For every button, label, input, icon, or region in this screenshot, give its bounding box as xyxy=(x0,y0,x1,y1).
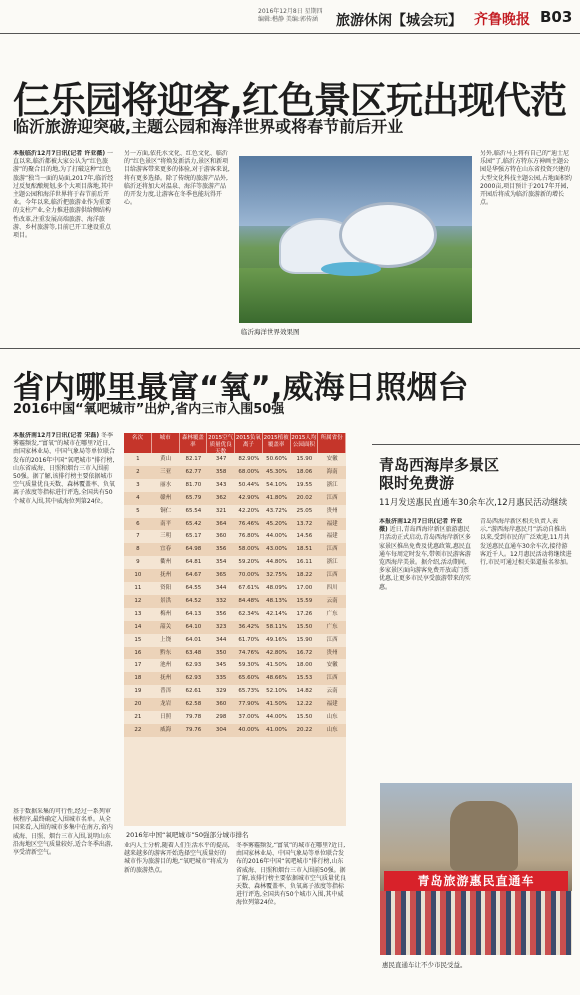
table-cell: 36.42% xyxy=(238,623,260,630)
table-cell: 43.00% xyxy=(266,546,288,553)
table-cell: 76.80% xyxy=(238,533,260,540)
section-name: 旅游休闲【城会玩】 xyxy=(336,13,462,29)
story3-caption: 惠民直通车让不少市民受益。 xyxy=(382,961,467,969)
table-cell: 52.10% xyxy=(266,688,288,695)
table-cell: 云南 xyxy=(326,597,338,604)
table-cell: 50.60% xyxy=(266,456,288,462)
story1-headline: 仨乐园将迎客,红色景区玩出现代范 xyxy=(13,79,567,122)
table-cell: 广东 xyxy=(326,610,338,617)
story3-col2: 青岛西海岸新区相关负责人表示,“游西海岸惠民月”活动自推出以来,受到市民的广泛欢迎,11月共发送惠民直通车30余车次,接待游客近千人。12月惠民活动将继续进行,市民可通过相关渠道报名参加。 xyxy=(480,518,572,567)
table-cell: 40.00% xyxy=(238,726,260,733)
story2-byline: 本报济南12月7日讯(记者 宋磊) xyxy=(13,432,100,439)
table-cell: 4 xyxy=(136,494,140,501)
table-cell: 65.79 xyxy=(185,494,202,501)
table-cell: 山东 xyxy=(326,726,338,733)
table-header-cell: 2015植被覆盖率 xyxy=(263,433,291,453)
table-cell: 43.72% xyxy=(266,507,288,514)
table-cell: 64.13 xyxy=(185,610,202,617)
table-cell: 抚州 xyxy=(160,675,172,682)
table-cell: 344 xyxy=(215,636,227,643)
story3-rule xyxy=(372,444,580,445)
table-header-cell: 森林覆盖率 xyxy=(180,433,208,453)
table-cell: 61.70% xyxy=(238,636,260,643)
table-cell: 41.80% xyxy=(266,494,288,501)
table-cell: 18.00 xyxy=(296,662,313,669)
photo-banner: 青岛旅游惠民直通车 xyxy=(384,871,568,891)
table-cell: 宜春 xyxy=(160,546,172,553)
table-cell: 42.80% xyxy=(266,649,288,656)
table-cell: 45.20% xyxy=(266,520,288,527)
table-cell: 16 xyxy=(134,649,142,656)
table-cell: 356 xyxy=(215,610,227,617)
table-cell: 浙江 xyxy=(326,559,338,566)
table-cell: 江西 xyxy=(326,675,338,682)
table-cell: 15.53 xyxy=(296,675,313,682)
table-cell: 64.01 xyxy=(185,636,202,643)
table-cell: 82.90% xyxy=(238,456,260,462)
table-cell: 356 xyxy=(215,546,227,553)
table-cell: 江西 xyxy=(326,546,338,553)
table-cell: 82.17 xyxy=(185,456,202,462)
table-cell: 福建 xyxy=(326,533,338,540)
table-cell: 山东 xyxy=(326,714,338,720)
table-cell: 20 xyxy=(134,701,142,708)
table-cell: 59.30% xyxy=(238,662,260,669)
table-cell: 丽水 xyxy=(160,481,172,488)
story3-col1-text: 近日,青岛西海岸新区旅游惠民月活动正式启动,青岛西海岸新区多家景区推出免费及优惠政策,惠民直通车每周定时发车,带领市民游客游览西海岸美景。据介绍,活动期间,多家景区面向游客免费开放或门票优惠,让更多市民享受旅游带来的实惠。 xyxy=(379,526,471,591)
table-cell: 15.90 xyxy=(296,636,313,643)
table-cell: 景洪 xyxy=(160,597,172,604)
table-cell: 362 xyxy=(215,494,227,501)
table-cell: 15.50 xyxy=(296,714,313,720)
table-row xyxy=(124,698,346,711)
table-header-cell: 所属省份 xyxy=(318,433,346,453)
table-cell: 17.00 xyxy=(296,585,313,591)
table-cell: 37.00% xyxy=(238,714,260,720)
table-row xyxy=(124,530,346,543)
table-cell: 2 xyxy=(136,468,140,475)
story3-byline: 本报济南12月7日讯(记者 许亚薇) xyxy=(379,518,463,534)
table-cell: 安徽 xyxy=(326,662,338,669)
story1-col3: 另外,临沂马上将有自己的“迪士尼乐园”了,临沂方特东方神画主题公园是华强方特在山东省投资兴建的大型文化科技主题公园,占地面积约2000亩,项目预计于2017年开园,开园后将成为临沂旅游新的增长点。 xyxy=(480,150,572,207)
table-cell: 62.34% xyxy=(238,610,260,617)
table-cell: 48.13% xyxy=(266,597,288,604)
table-cell: 79.78 xyxy=(185,714,202,720)
table-row xyxy=(124,724,346,737)
table-cell: 11 xyxy=(134,585,142,591)
table-cell: 龙岩 xyxy=(160,701,172,708)
table-cell: 赣州 xyxy=(160,494,172,501)
table-cell: 358 xyxy=(215,468,227,475)
table-row xyxy=(124,672,346,685)
table-cell: 黔东 xyxy=(160,649,172,656)
table-cell: 普洱 xyxy=(160,688,172,695)
page-number: B03 xyxy=(540,8,573,26)
table-cell: 15.59 xyxy=(296,597,313,604)
table-cell: 329 xyxy=(215,688,227,695)
table-cell: 三明 xyxy=(160,533,172,540)
table-cell: 池州 xyxy=(160,662,172,669)
table-cell: 18.22 xyxy=(296,572,313,579)
header-rule xyxy=(0,33,580,34)
table-cell: 41.00% xyxy=(266,726,288,733)
table-cell: 日照 xyxy=(160,714,172,720)
table-cell: 54.10% xyxy=(266,481,288,488)
table-cell: 65.54 xyxy=(185,507,202,514)
table-cell: 15 xyxy=(134,636,142,643)
table-cell: 344 xyxy=(215,585,227,591)
story2-col4: 冬季雾霾频发,“富氧”的城市在哪里?近日,由国家林业局、中国气象局等单位联合发布的2016年中国“氧吧城市”排行榜,山东省威海、日照和烟台三市入围前50强。据了解,该排行榜主要依据城市空气质量优良天数、森林覆盖率、负氧离子浓度等指标进行评选,全国共有50个城市入围,其中威海位列第24位。 xyxy=(236,842,346,907)
table-row xyxy=(124,543,346,556)
table-row xyxy=(124,518,346,531)
table-cell: 17 xyxy=(134,662,142,669)
table-cell: 48.09% xyxy=(266,585,288,591)
newspaper-logo: 齐鲁晚报 xyxy=(474,12,530,28)
table-cell: 323 xyxy=(215,623,227,630)
table-cell: 16.11 xyxy=(296,559,313,566)
table-cell: 364 xyxy=(215,520,227,527)
table-cell: 江西 xyxy=(326,636,338,643)
table-row xyxy=(124,595,346,608)
table-row xyxy=(124,659,346,672)
table-cell: 70.00% xyxy=(238,572,260,579)
table-cell: 45.30% xyxy=(266,468,288,475)
table-row xyxy=(124,453,346,466)
table-cell: 343 xyxy=(215,481,227,488)
story2-col1 xyxy=(13,432,116,802)
table-cell: 365 xyxy=(215,572,227,579)
table-cell: 345 xyxy=(215,662,227,669)
table-cell: 65.42 xyxy=(185,520,202,527)
table-row xyxy=(124,466,346,479)
table-row xyxy=(124,505,346,518)
table-cell: 62.58 xyxy=(185,701,202,708)
oxygen-city-table xyxy=(124,433,346,826)
table-cell: 41.50% xyxy=(266,701,288,708)
table-cell: 22 xyxy=(134,726,142,733)
table-cell: 上饶 xyxy=(160,636,172,643)
table-header-cell: 2015人均公园面积 xyxy=(291,433,319,453)
table-cell: 64.55 xyxy=(185,585,202,591)
table-cell: 20.22 xyxy=(296,726,313,733)
story1-subhead: 临沂旅游迎突破,主题公园和海洋世界或将春节前后开业 xyxy=(13,117,404,136)
table-cell: 41.50% xyxy=(266,662,288,669)
table-cell: 64.67 xyxy=(185,572,202,579)
table-cell: 44.80% xyxy=(266,559,288,566)
table-cell: 福建 xyxy=(326,520,338,527)
table-row xyxy=(124,608,346,621)
table-row xyxy=(124,647,346,660)
table-cell: 77.90% xyxy=(238,701,260,708)
table-cell: 347 xyxy=(215,456,227,462)
table-cell: 65.60% xyxy=(238,675,260,682)
table-cell: 64.81 xyxy=(185,559,202,566)
table-header xyxy=(124,433,346,453)
story2-subhead: 2016中国“氧吧城市”出炉,省内三市入围50强 xyxy=(13,402,285,417)
table-cell: 18.06 xyxy=(296,468,313,475)
table-cell: 84.48% xyxy=(238,597,260,604)
table-cell: 332 xyxy=(215,597,227,604)
table-cell: 44.00% xyxy=(266,714,288,720)
table-cell: 云南 xyxy=(326,688,338,695)
table-cell: 贵州 xyxy=(326,649,338,656)
story3-headline xyxy=(379,456,499,492)
table-cell: 62.77 xyxy=(185,468,202,475)
table-cell: 17.26 xyxy=(296,610,313,617)
table-cell: 15.90 xyxy=(296,456,313,462)
table-cell: 15.50 xyxy=(296,623,313,630)
table-cell: 321 xyxy=(215,507,227,514)
table-cell: 63.48 xyxy=(185,649,202,656)
table-cell: 25.05 xyxy=(296,507,313,514)
table-cell: 48.66% xyxy=(266,675,288,682)
table-cell: 68.00% xyxy=(238,468,260,475)
editor-line: 编辑:楷静 美编:郭传涵 xyxy=(258,16,318,23)
table-cell: 衢州 xyxy=(160,559,172,566)
table-cell: 67.61% xyxy=(238,585,260,591)
table-cell: 18 xyxy=(134,675,142,682)
table-cell: 1 xyxy=(136,456,140,462)
table-cell: 42.20% xyxy=(238,507,260,514)
date-line: 2016年12月8日 星期四 xyxy=(258,8,323,15)
table-cell: 四川 xyxy=(326,585,338,591)
table-header-cell: 名次 xyxy=(124,433,152,453)
table-cell: 6 xyxy=(136,520,140,527)
table-row xyxy=(124,621,346,634)
story1-caption: 临沂海洋世界效果图 xyxy=(241,328,300,336)
table-cell: 7 xyxy=(136,533,140,540)
table-cell: 79.76 xyxy=(185,726,202,733)
table-cell: 62.93 xyxy=(185,675,202,682)
table-cell: 韶关 xyxy=(160,623,172,630)
table-cell: 抚州 xyxy=(160,572,172,579)
table-cell: 广东 xyxy=(326,623,338,630)
table-cell: 12 xyxy=(134,597,142,604)
table-cell: 12.22 xyxy=(296,701,313,708)
table-cell: 3 xyxy=(136,481,140,488)
table-cell: 360 xyxy=(215,701,227,708)
table-cell: 58.00% xyxy=(238,546,260,553)
table-cell: 5 xyxy=(136,507,140,514)
table-cell: 19 xyxy=(134,688,142,695)
table-cell: 64.10 xyxy=(185,623,202,630)
story3-headline-line2: 限时免费游 xyxy=(379,474,455,492)
table-cell: 浙江 xyxy=(326,481,338,488)
story1-col1-text: 一直以来,临沂都被大家公认为“红色旅游”的聚合目的地,为了打破这种“红色旅游”独当一面的局面,2017年,临沂经过反复酝酿规划,多个大项目落地,其中主题公园和海洋世界将于春节前后开业。今年以来,临沂把旅游业作为重要的支柱产业,全力推进旅游供给侧结构性改革,注重发展高端旅游、海洋旅游、乡村旅游等,目前已开工建设重点项目。 xyxy=(13,150,114,240)
table-cell: 50.44% xyxy=(238,481,260,488)
table-cell: 江西 xyxy=(326,572,338,579)
table-cell: 10 xyxy=(134,572,142,579)
table-cell: 74.76% xyxy=(238,649,260,656)
table-cell: 360 xyxy=(215,533,227,540)
table-cell: 海南 xyxy=(326,468,338,475)
table-cell: 黄山 xyxy=(160,456,172,462)
table-row xyxy=(124,634,346,647)
table-header-cell: 2015空气质量优良天数 xyxy=(208,435,234,455)
story1-col1 xyxy=(13,150,115,340)
table-cell: 14.82 xyxy=(296,688,313,695)
table-cell: 13 xyxy=(134,610,142,617)
table-cell: 65.17 xyxy=(185,533,202,540)
table-cell: 江西 xyxy=(326,494,338,501)
table-cell: 铜仁 xyxy=(160,507,172,514)
header-meta xyxy=(258,8,328,24)
story2-col3: 业内人士分析,随着人们生活水平的提高,越来越多的游客开始选择空气质量好的城市作为旅游目的地,“氧吧城市”将成为新的旅游热点。 xyxy=(124,842,230,874)
story1-byline: 本报临沂12月7日讯(记者 许亚薇) xyxy=(13,150,106,157)
table-cell: 13.72 xyxy=(296,520,313,527)
table-cell: 14.56 xyxy=(296,533,313,540)
table-cell: 44.00% xyxy=(266,533,288,540)
table-cell: 49.16% xyxy=(266,636,288,643)
table-row xyxy=(124,582,346,595)
table-cell: 16.72 xyxy=(296,649,313,656)
table-cell: 65.73% xyxy=(238,688,260,695)
table-cell: 298 xyxy=(215,714,227,720)
story3-subhead: 11月发送惠民直通车30余车次,12月惠民活动继续 xyxy=(379,498,568,508)
table-row xyxy=(124,479,346,492)
table-cell: 安徽 xyxy=(326,456,338,462)
table-cell: 350 xyxy=(215,649,227,656)
story2-col1-text: 冬季雾霾频发,“富氧”的城市在哪里?近日,由国家林业局、中国气象局等单位联合发布的2016年中国“氧吧城市”排行榜,山东省威海、日照和烟台三市入围前50强。据了解,该排行榜主要依据城市空气质量优良天数、森林覆盖率、负氧离子浓度等指标进行评选,全国共有50个城市入围,其中威海位列第24位。 xyxy=(13,432,116,505)
table-cell: 19.55 xyxy=(296,481,313,488)
table-cell: 62.93 xyxy=(185,662,202,669)
table-cell: 64.98 xyxy=(185,546,202,553)
table-header-cell: 城市 xyxy=(152,433,180,453)
table-row xyxy=(124,492,346,505)
table-cell: 59.20% xyxy=(238,559,260,566)
table-caption: 2016年中国“氧吧城市”50强部分城市排名 xyxy=(126,831,249,839)
table-cell: 354 xyxy=(215,559,227,566)
story2-col2: 基于数据采集的可行性,经过一系列审核程序,最终确定入围城市名单。从全国来看,入围的城市多集中在南方,省内威海、日照、烟台三市入围,说明山东沿海地区空气质量较好,适合冬季出游,享受清新空气。 xyxy=(13,808,113,857)
table-cell: 威海 xyxy=(160,726,172,733)
table-cell: 21 xyxy=(134,714,142,720)
table-cell: 贵州 xyxy=(326,507,338,514)
table-row xyxy=(124,685,346,698)
table-row xyxy=(124,556,346,569)
table-cell: 9 xyxy=(136,559,140,566)
story-divider xyxy=(0,348,580,349)
tour-bus-group-photo xyxy=(380,783,572,955)
story2-headline: 省内哪里最富“氧”,威海日照烟台 xyxy=(13,370,469,406)
table-cell: 8 xyxy=(136,546,140,553)
table-cell: 81.70 xyxy=(185,481,202,488)
story3-col1 xyxy=(379,518,471,776)
table-cell: 58.11% xyxy=(266,623,288,630)
table-cell: 18.51 xyxy=(296,546,313,553)
story3-headline-line1: 青岛西海岸多景区 xyxy=(379,456,500,474)
story1-col2: 另一方面,依托水文化、红色文化、临沂的“红色景区”将焕发新活力,景区和新项目给游客带来更多的体验,对于游客来说,将有更多选择。除了传统的旅游产品外,临沂还将加大对温泉、海洋等旅游产品的开发力度,让游客在冬季也能玩得开心。 xyxy=(124,150,230,207)
table-cell: 三亚 xyxy=(160,468,172,475)
table-cell: 76.46% xyxy=(238,520,260,527)
table-cell: 304 xyxy=(215,726,227,733)
table-cell: 335 xyxy=(215,675,227,682)
table-cell: 42.90% xyxy=(238,494,260,501)
table-cell: 南平 xyxy=(160,520,172,527)
table-cell: 福建 xyxy=(326,701,338,708)
table-cell: 62.61 xyxy=(185,688,202,695)
table-cell: 梅州 xyxy=(160,610,172,617)
table-cell: 32.75% xyxy=(266,572,288,579)
aquarium-photo xyxy=(239,156,472,323)
table-cell: 14 xyxy=(134,623,142,630)
table-row xyxy=(124,711,346,724)
table-cell: 64.52 xyxy=(185,597,202,604)
table-cell: 资阳 xyxy=(160,585,172,591)
table-header-cell: 2015负氧离子 xyxy=(235,433,263,453)
table-cell: 42.14% xyxy=(266,610,288,617)
table-row xyxy=(124,569,346,582)
table-cell: 20.02 xyxy=(296,494,313,501)
